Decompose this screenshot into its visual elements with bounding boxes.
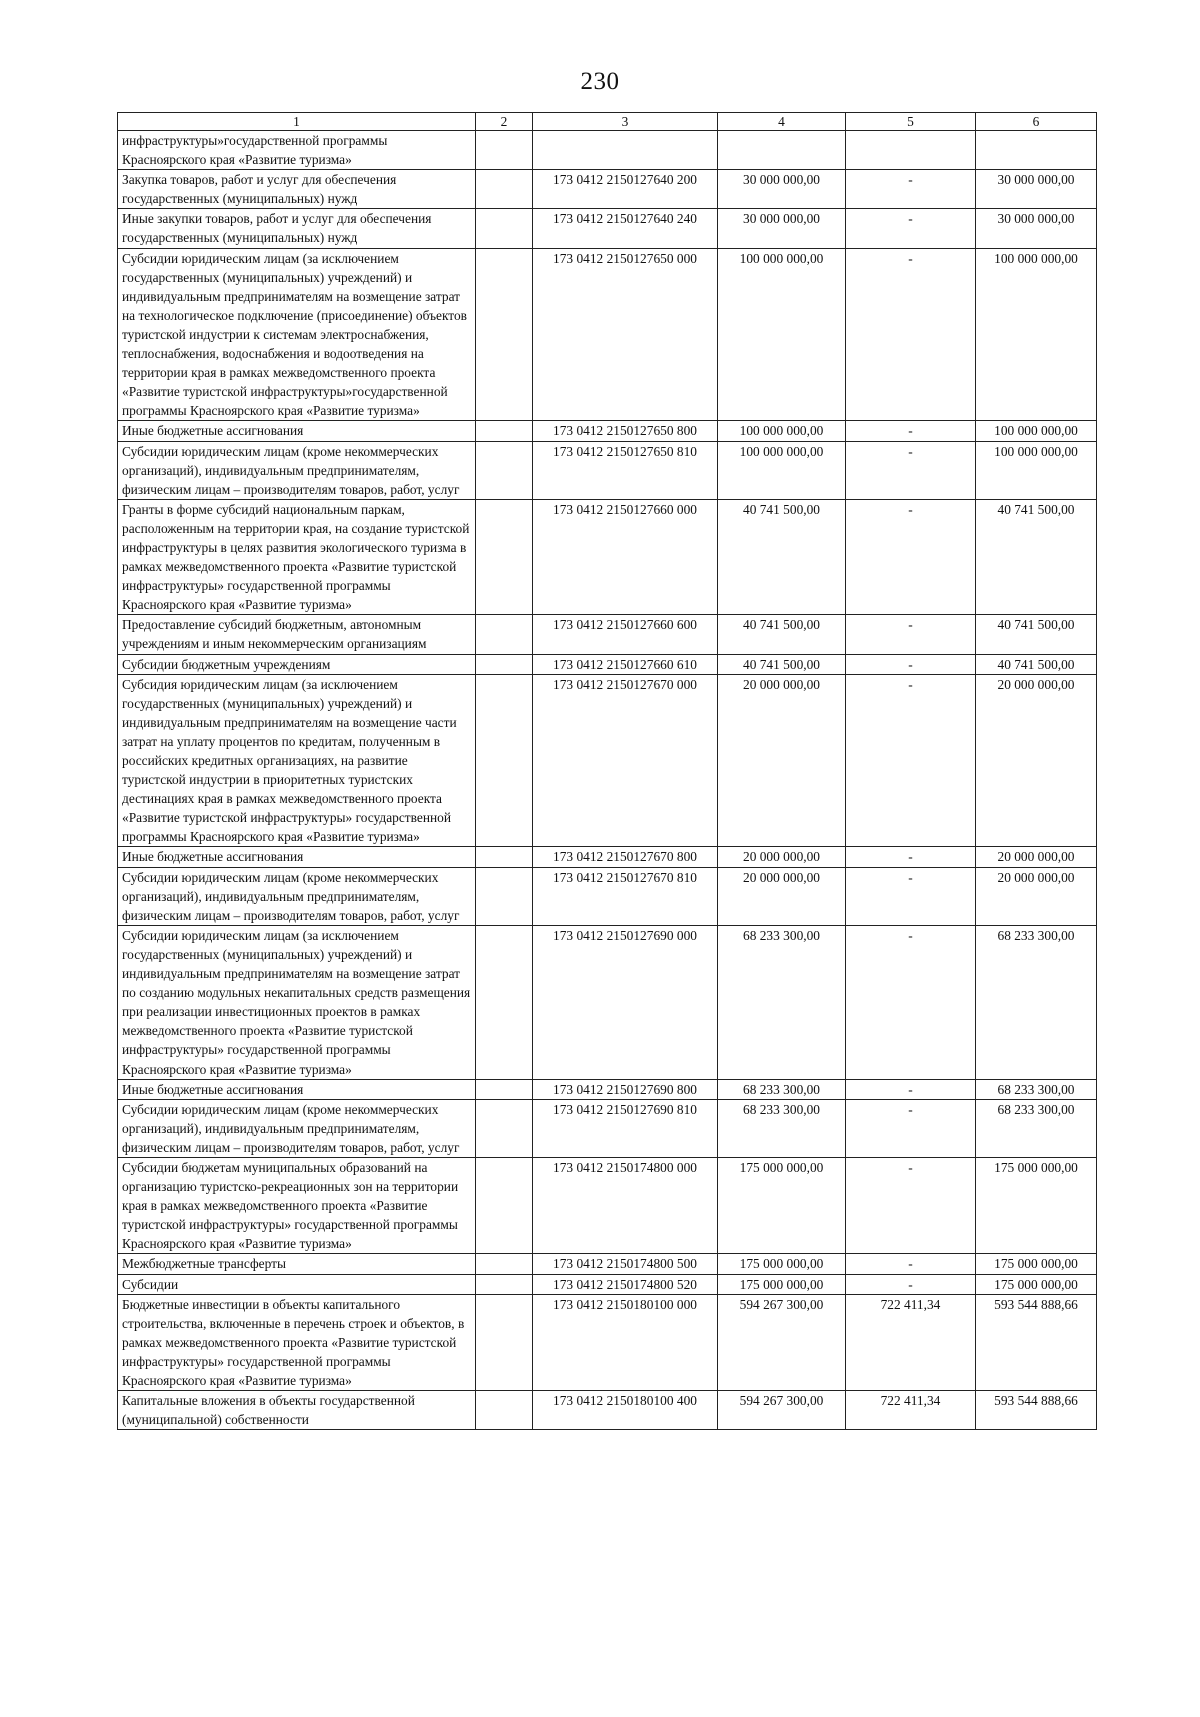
row-col2-cell xyxy=(476,847,533,867)
row-name-cell: Субсидии бюджетным учреждениям xyxy=(118,654,476,674)
row-col2-cell xyxy=(476,925,533,1079)
row-name-cell: Субсидии xyxy=(118,1274,476,1294)
row-code-cell xyxy=(533,131,718,170)
row-code-cell: 173 0412 2150127650 000 xyxy=(533,248,718,421)
table-row xyxy=(118,1079,1097,1099)
row-value-6-cell xyxy=(976,131,1097,170)
table-row xyxy=(118,441,1097,499)
row-value-4-cell: 40 741 500,00 xyxy=(718,499,846,615)
row-value-4-cell: 175 000 000,00 xyxy=(718,1274,846,1294)
row-value-5-cell: - xyxy=(846,674,976,847)
row-value-5-cell: - xyxy=(846,170,976,209)
row-value-6-cell: 20 000 000,00 xyxy=(976,847,1097,867)
row-name-cell: инфраструктуры»государственной программы Красноярского края «Развитие туризма» xyxy=(118,131,476,170)
row-value-4-cell: 68 233 300,00 xyxy=(718,1099,846,1157)
row-value-4-cell: 594 267 300,00 xyxy=(718,1294,846,1390)
table-row xyxy=(118,1391,1097,1430)
row-value-5-cell xyxy=(846,131,976,170)
row-code-cell: 173 0412 2150127660 610 xyxy=(533,654,718,674)
row-value-6-cell: 593 544 888,66 xyxy=(976,1391,1097,1430)
row-value-4-cell: 68 233 300,00 xyxy=(718,925,846,1079)
row-value-4-cell: 20 000 000,00 xyxy=(718,674,846,847)
row-value-5-cell: - xyxy=(846,209,976,248)
row-name-cell: Субсидии юридическим лицам (кроме некоммерческих организаций), индивидуальным предпринимателям, физическим лицам – производителям товаров, работ, услуг xyxy=(118,441,476,499)
row-value-5-cell: 722 411,34 xyxy=(846,1391,976,1430)
row-value-5-cell: - xyxy=(846,248,976,421)
row-value-4-cell: 40 741 500,00 xyxy=(718,615,846,654)
row-value-6-cell: 20 000 000,00 xyxy=(976,867,1097,925)
row-value-4-cell: 30 000 000,00 xyxy=(718,209,846,248)
row-value-4-cell: 100 000 000,00 xyxy=(718,248,846,421)
row-value-4-cell: 30 000 000,00 xyxy=(718,170,846,209)
row-value-4-cell: 594 267 300,00 xyxy=(718,1391,846,1430)
row-code-cell: 173 0412 2150127660 000 xyxy=(533,499,718,615)
row-value-6-cell: 100 000 000,00 xyxy=(976,421,1097,441)
page-number: 230 xyxy=(580,68,620,95)
row-col2-cell xyxy=(476,1391,533,1430)
table-row xyxy=(118,209,1097,248)
table-row xyxy=(118,170,1097,209)
row-value-5-cell: - xyxy=(846,1157,976,1253)
row-col2-cell xyxy=(476,1254,533,1274)
table-row xyxy=(118,867,1097,925)
row-name-cell: Гранты в форме субсидий национальным паркам, расположенным на территории края, на создание туристской инфраструктуры в целях развития экологического туризма в рамках межведомственного проекта «Развитие туристской инфраструктуры» государственной программы Красноярского края «Развитие туризма» xyxy=(118,499,476,615)
row-code-cell: 173 0412 2150127670 000 xyxy=(533,674,718,847)
row-col2-cell xyxy=(476,615,533,654)
table-row xyxy=(118,1099,1097,1157)
row-value-5-cell: - xyxy=(846,421,976,441)
row-col2-cell xyxy=(476,867,533,925)
row-code-cell: 173 0412 2150127640 240 xyxy=(533,209,718,248)
row-value-4-cell: 20 000 000,00 xyxy=(718,847,846,867)
table-row xyxy=(118,248,1097,421)
row-value-4-cell: 175 000 000,00 xyxy=(718,1254,846,1274)
row-name-cell: Субсидии юридическим лицам (кроме некоммерческих организаций), индивидуальным предпринимателям, физическим лицам – производителям товаров, работ, услуг xyxy=(118,1099,476,1157)
row-name-cell: Межбюджетные трансферты xyxy=(118,1254,476,1274)
row-name-cell: Субсидии юридическим лицам (за исключением государственных (муниципальных) учреждений) и индивидуальным предпринимателям на возмещение затрат по созданию модульных некапитальных средств размещения при реализации инвестиционных проектов в рамках межведомственного проекта «Развитие туристской инфраструктуры» государственной программы Красноярского края «Развитие туризма» xyxy=(118,925,476,1079)
row-code-cell: 173 0412 2150127650 810 xyxy=(533,441,718,499)
column-header: 5 xyxy=(846,113,976,131)
table-row xyxy=(118,925,1097,1079)
row-code-cell: 173 0412 2150174800 000 xyxy=(533,1157,718,1253)
row-name-cell: Капитальные вложения в объекты государственной (муниципальной) собственности xyxy=(118,1391,476,1430)
row-value-5-cell: 722 411,34 xyxy=(846,1294,976,1390)
row-name-cell: Иные закупки товаров, работ и услуг для обеспечения государственных (муниципальных) нужд xyxy=(118,209,476,248)
row-value-4-cell: 20 000 000,00 xyxy=(718,867,846,925)
row-code-cell: 173 0412 2150174800 520 xyxy=(533,1274,718,1294)
table-row xyxy=(118,615,1097,654)
row-value-5-cell: - xyxy=(846,499,976,615)
row-value-4-cell xyxy=(718,131,846,170)
row-code-cell: 173 0412 2150127670 810 xyxy=(533,867,718,925)
row-value-5-cell: - xyxy=(846,1079,976,1099)
column-number-row xyxy=(118,113,1097,131)
row-value-6-cell: 175 000 000,00 xyxy=(976,1157,1097,1253)
row-col2-cell xyxy=(476,131,533,170)
column-header: 2 xyxy=(476,113,533,131)
table-row xyxy=(118,131,1097,170)
row-value-5-cell: - xyxy=(846,1099,976,1157)
row-code-cell: 173 0412 2150180100 000 xyxy=(533,1294,718,1390)
table-row xyxy=(118,654,1097,674)
row-code-cell: 173 0412 2150127690 810 xyxy=(533,1099,718,1157)
row-code-cell: 173 0412 2150127650 800 xyxy=(533,421,718,441)
row-value-4-cell: 100 000 000,00 xyxy=(718,441,846,499)
row-name-cell: Бюджетные инвестиции в объекты капитального строительства, включенные в перечень строек и объектов, в рамках межведомственного проекта «Развитие туристской инфраструктуры» государственной программы Красноярского края «Развитие туризма» xyxy=(118,1294,476,1390)
row-code-cell: 173 0412 2150174800 500 xyxy=(533,1254,718,1274)
row-value-5-cell: - xyxy=(846,615,976,654)
row-col2-cell xyxy=(476,1079,533,1099)
table-row xyxy=(118,847,1097,867)
row-name-cell: Иные бюджетные ассигнования xyxy=(118,421,476,441)
row-name-cell: Субсидии юридическим лицам (за исключением государственных (муниципальных) учреждений) и индивидуальным предпринимателям на возмещение затрат на технологическое подключение (присоединение) объектов туристской индустрии к системам электроснабжения, теплоснабжения, водоснабжения и водоотведения на территории края в рамках межведомственного проекта «Развитие туристской инфраструктуры»государственной программы Красноярского края «Развитие туризма» xyxy=(118,248,476,421)
row-col2-cell xyxy=(476,1274,533,1294)
row-name-cell: Субсидии бюджетам муниципальных образований на организацию туристско-рекреационных зон на территории края в рамках межведомственного проекта «Развитие туристской инфраструктуры» государственной программы Красноярского края «Развитие туризма» xyxy=(118,1157,476,1253)
row-value-5-cell: - xyxy=(846,925,976,1079)
row-col2-cell xyxy=(476,1294,533,1390)
row-col2-cell xyxy=(476,1099,533,1157)
row-col2-cell xyxy=(476,441,533,499)
row-value-6-cell: 100 000 000,00 xyxy=(976,441,1097,499)
column-header: 4 xyxy=(718,113,846,131)
row-value-6-cell: 20 000 000,00 xyxy=(976,674,1097,847)
table-row xyxy=(118,421,1097,441)
table-row xyxy=(118,1254,1097,1274)
row-name-cell: Иные бюджетные ассигнования xyxy=(118,1079,476,1099)
row-value-5-cell: - xyxy=(846,847,976,867)
row-value-5-cell: - xyxy=(846,1254,976,1274)
row-col2-cell xyxy=(476,654,533,674)
row-value-6-cell: 30 000 000,00 xyxy=(976,209,1097,248)
row-name-cell: Субсидия юридическим лицам (за исключением государственных (муниципальных) учреждений) и индивидуальным предпринимателям на возмещение части затрат на уплату процентов по кредитам, полученным в российских кредитных организациях, на развитие туристской индустрии в приоритетных туристских дестинациях края в рамках межведомственного проекта «Развитие туристской инфраструктуры» государственной программы Красноярского края «Развитие туризма» xyxy=(118,674,476,847)
table-row xyxy=(118,1274,1097,1294)
row-value-6-cell: 100 000 000,00 xyxy=(976,248,1097,421)
row-code-cell: 173 0412 2150127670 800 xyxy=(533,847,718,867)
row-col2-cell xyxy=(476,421,533,441)
row-value-5-cell: - xyxy=(846,1274,976,1294)
row-value-6-cell: 30 000 000,00 xyxy=(976,170,1097,209)
row-value-6-cell: 40 741 500,00 xyxy=(976,654,1097,674)
row-value-4-cell: 40 741 500,00 xyxy=(718,654,846,674)
row-col2-cell xyxy=(476,248,533,421)
row-value-5-cell: - xyxy=(846,867,976,925)
row-col2-cell xyxy=(476,170,533,209)
row-value-6-cell: 175 000 000,00 xyxy=(976,1274,1097,1294)
column-header: 3 xyxy=(533,113,718,131)
row-name-cell: Закупка товаров, работ и услуг для обеспечения государственных (муниципальных) нужд xyxy=(118,170,476,209)
table-body xyxy=(118,131,1097,1430)
table-row xyxy=(118,674,1097,847)
budget-table xyxy=(117,112,1097,1430)
row-value-4-cell: 175 000 000,00 xyxy=(718,1157,846,1253)
row-value-4-cell: 100 000 000,00 xyxy=(718,421,846,441)
row-value-6-cell: 40 741 500,00 xyxy=(976,615,1097,654)
row-col2-cell xyxy=(476,499,533,615)
row-value-6-cell: 593 544 888,66 xyxy=(976,1294,1097,1390)
row-value-6-cell: 68 233 300,00 xyxy=(976,1079,1097,1099)
table-row xyxy=(118,1157,1097,1253)
row-col2-cell xyxy=(476,1157,533,1253)
column-header: 1 xyxy=(118,113,476,131)
row-code-cell: 173 0412 2150127690 000 xyxy=(533,925,718,1079)
row-code-cell: 173 0412 2150180100 400 xyxy=(533,1391,718,1430)
row-value-5-cell: - xyxy=(846,654,976,674)
row-code-cell: 173 0412 2150127690 800 xyxy=(533,1079,718,1099)
row-col2-cell xyxy=(476,209,533,248)
row-code-cell: 173 0412 2150127660 600 xyxy=(533,615,718,654)
row-col2-cell xyxy=(476,674,533,847)
row-code-cell: 173 0412 2150127640 200 xyxy=(533,170,718,209)
row-value-6-cell: 68 233 300,00 xyxy=(976,1099,1097,1157)
row-name-cell: Иные бюджетные ассигнования xyxy=(118,847,476,867)
table-row xyxy=(118,499,1097,615)
row-value-6-cell: 175 000 000,00 xyxy=(976,1254,1097,1274)
row-value-4-cell: 68 233 300,00 xyxy=(718,1079,846,1099)
row-name-cell: Предоставление субсидий бюджетным, автономным учреждениям и иным некоммерческим организациям xyxy=(118,615,476,654)
row-name-cell: Субсидии юридическим лицам (кроме некоммерческих организаций), индивидуальным предпринимателям, физическим лицам – производителям товаров, работ, услуг xyxy=(118,867,476,925)
table-row xyxy=(118,1294,1097,1390)
row-value-6-cell: 40 741 500,00 xyxy=(976,499,1097,615)
row-value-5-cell: - xyxy=(846,441,976,499)
row-value-6-cell: 68 233 300,00 xyxy=(976,925,1097,1079)
column-header: 6 xyxy=(976,113,1097,131)
